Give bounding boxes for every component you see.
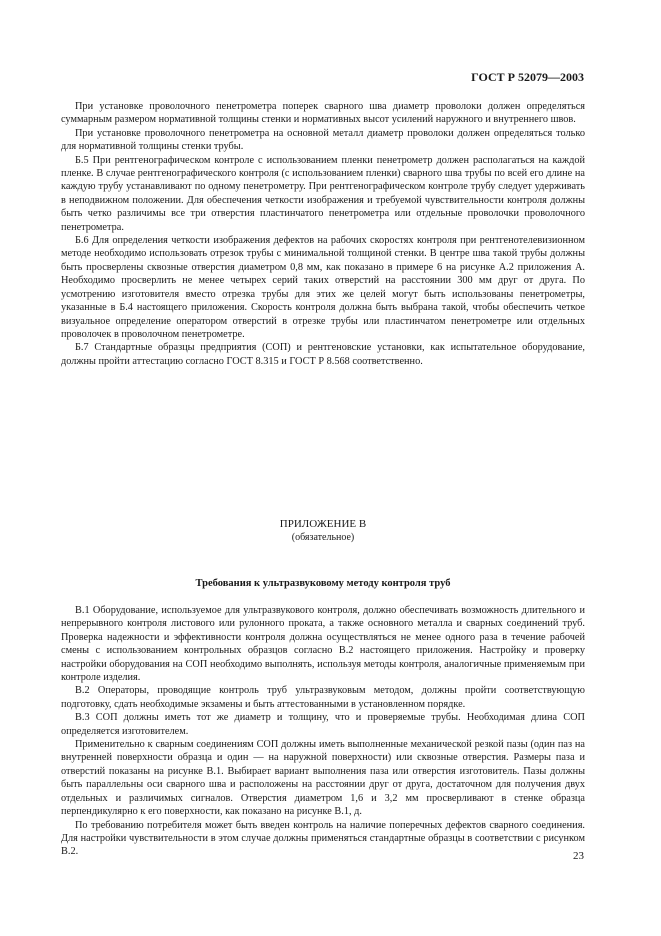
paragraph: Применительно к сварным соединениям СОП должны иметь выполненные механической резкой пазы (один паз на внутренней поверхности образца и один — на наружной поверхности) или сквозные отверстия. Размеры паза и отверстий показаны на рисунке В.1. Выбирает вариант выполнения паза или отверстия изготовитель. Пазы должны быть параллельны оси сварного шва и расположены на расстоянии друг от друга, достаточном для получения двух отдельных и различимых сигналов. Отверстия диаметром 1,6 и 3,2 мм просверливают в стенке образца перпендикулярно к его поверхности, как показано на рисунке В.1, д. — [61, 739, 585, 818]
section-title: Требования к ультразвуковому методу контроля труб — [195, 578, 451, 589]
paragraph: По требованию потребителя может быть введен контроль на наличие поперечных дефектов сварного соединения. Для настройки чувствительности в этом случае должны применяться стандартные образцы в соответствии с рисунком В.2. — [61, 819, 585, 858]
paragraph: Б.7 Стандартные образцы предприятия (СОП) и рентгеновские установки, как испытательное оборудование, должны пройти аттестацию согласно ГОСТ 8.315 и ГОСТ Р 8.568 соответственно. — [61, 342, 585, 367]
paragraph: При установке проволочного пенетрометра поперек сварного шва диаметр проволоки должен определяться суммарным размером нормативной толщины стенки и нормативных высот усилений наружного и внутреннего швов. — [61, 101, 585, 126]
paragraph: В.2 Операторы, проводящие контроль труб ультразвуковым методом, должны пройти соответствующую подготовку, сдать необходимые экзамены и быть аттестованными в установленном порядке. — [61, 685, 585, 710]
appendix-b-continued-text — [61, 100, 585, 368]
paragraph: В.1 Оборудование, используемое для ультразвукового контроля, должно обеспечивать возможность длительного и непрерывного контроля листового или рулонного проката, а также основного металла и сварных соединений труб. Проверка надежности и эффективности контроля должна осуществляться не менее одного раза в течение рабочей смены с использованием контрольных образцов согласно В.2 настоящего приложения. Настройку и проверку настройки оборудования на СОП необходимо выполнять, используя методы контроля, аналогичные применяемым при контроле изделия. — [61, 605, 585, 684]
appendix-status: (обязательное) — [291, 532, 355, 543]
paragraph: Б.5 При рентгенографическом контроле с использованием пленки пенетрометр должен располагаться на каждой пленке. В случае рентгенографического контроля (с использованием пленки) сварного шва трубы по всей его длине на каждую трубу устанавливают по одному пенетрометру. При рентгенографическом контроле трубу следует удерживать в неподвижном положении. Для обеспечения четкости изображения и требуемой чувствительности контроля должны быть четко различимы все три отверстия пластинчатого пенетрометра или отдельные проволочки проволочного пенетрометра. — [61, 154, 585, 233]
page-number: 23 — [573, 850, 584, 862]
paragraph: В.3 СОП должны иметь тот же диаметр и толщину, что и проверяемые трубы. Необходимая длина СОП определяется изготовителем. — [61, 712, 585, 737]
paragraph: При установке проволочного пенетрометра на основной металл диаметр проволоки должен определяться только для нормативной толщины стенки трубы. — [61, 127, 585, 153]
appendix-v-text — [61, 604, 585, 859]
appendix-v-heading-block — [61, 518, 585, 544]
document-header: ГОСТ Р 52079—2003 — [471, 70, 584, 84]
paragraph: Б.6 Для определения четкости изображения дефектов на рабочих скоростях контроля при рентгенотелевизионном методе необходимо использовать отрезок трубы с минимальной толщиной стенки. В центре шва такой трубы должны быть просверлены сквозные отверстия диаметром 0,8 мм, как показано в примере 6 на рисунке А.2 приложения А. Необходимо просверлить не менее четырех серий таких отверстий на расстоянии 300 мм друг от друга. По усмотрению изготовителя вместо отрезка трубы для этих же целей могут быть использованы пенетрометры, указанные в Б.4 настоящего приложения. Скорость контроля должна быть выбрана такой, чтобы обеспечить четкое визуальное определение оператором отверстий в отрезке трубы или пластинчатом пенетрометре или отдельных проволочек в проволочном пенетрометре. — [61, 235, 585, 340]
appendix-heading: ПРИЛОЖЕНИЕ В — [279, 518, 367, 530]
